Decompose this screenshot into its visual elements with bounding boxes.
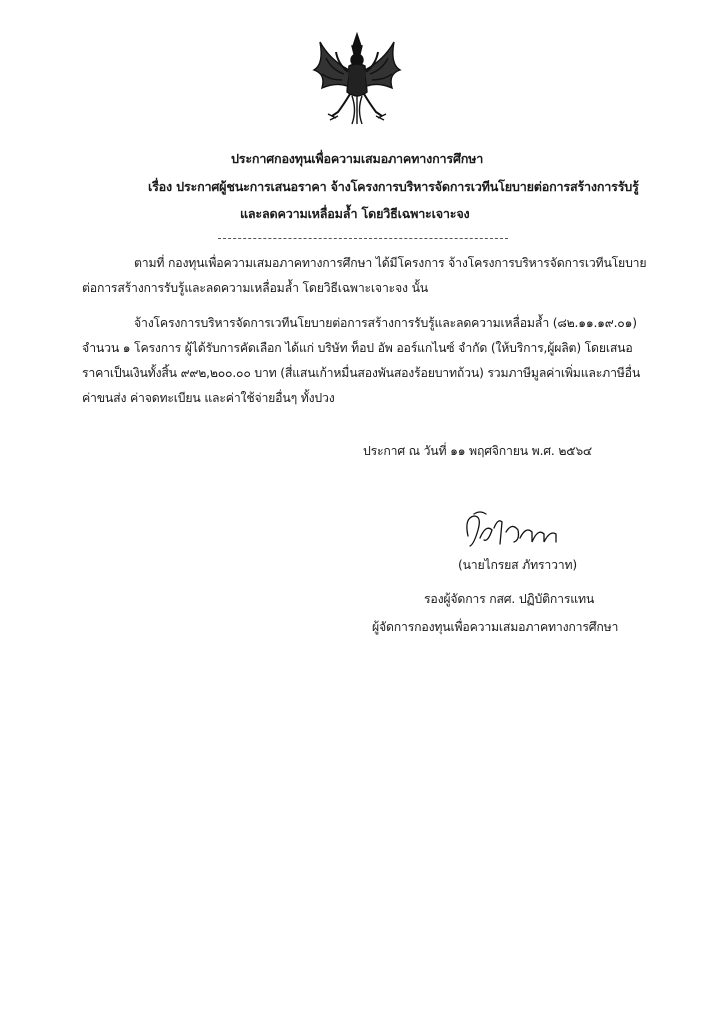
paragraph-1-line-2: ต่อการสร้างการรับรู้และลดความเหลื่อมล้ำ โดยวิธีเฉพาะเจาะจง นั้น bbox=[82, 281, 428, 295]
signatory-position-1: รองผู้จัดการ กสศ. ปฏิบัติการแทน bbox=[424, 592, 595, 606]
separator-line bbox=[218, 238, 508, 239]
paragraph-2-line-4: ค่าขนส่ง ค่าจดทะเบียน และค่าใช้จ่ายอื่นๆ ทั้งปวง bbox=[82, 391, 335, 405]
paragraph-2-line-3: ราคาเป็นเงินทั้งสิ้น ๙๙๒,๒๐๐.๐๐ บาท (สี่แสนเก้าหมื่นสองพันสองร้อยบาทถ้วน) รวมภาษีมูลค่าเพิ่มและภาษีอื่น bbox=[82, 366, 641, 380]
signatory-name: (นายไกรยส ภัทราวาท) bbox=[458, 558, 578, 572]
handwritten-signature-icon bbox=[458, 508, 568, 553]
paragraph-2-line-2: จำนวน ๑ โครงการ ผู้ได้รับการคัดเลือก ได้แก่ บริษัท ท็อป อัพ ออร์แกไนซ์ จำกัด (ให้บริการ,ผู้ผลิต) โดยเสนอ bbox=[82, 341, 633, 355]
subject-line-2: และลดความเหลื่อมล้ำ โดยวิธีเฉพาะเจาะจง bbox=[240, 206, 470, 221]
announcement-date: ประกาศ ณ วันที่ ๑๑ พฤศจิกายน พ.ศ. ๒๕๖๔ bbox=[363, 444, 593, 458]
paragraph-2-line-1: จ้างโครงการบริหารจัดการเวทีนโยบายต่อการสร้างการรับรู้และลดความเหลื่อมล้ำ (๘๒.๑๑.๑๙.๐๑) bbox=[134, 316, 637, 330]
paragraph-1-line-1: ตามที่ กองทุนเพื่อความเสมอภาคทางการศึกษา ได้มีโครงการ จ้างโครงการบริหารจัดการเวทีนโยบาย bbox=[134, 256, 647, 270]
garuda-emblem-icon bbox=[302, 30, 412, 130]
agency-title: ประกาศกองทุนเพื่อความเสมอภาคทางการศึกษา bbox=[231, 151, 484, 166]
subject-line-1: เรื่อง ประกาศผู้ชนะการเสนอราคา จ้างโครงการบริหารจัดการเวทีนโยบายต่อการสร้างการรับรู้ bbox=[148, 179, 639, 194]
signatory-position-2: ผู้จัดการกองทุนเพื่อความเสมอภาคทางการศึกษา bbox=[372, 620, 619, 634]
